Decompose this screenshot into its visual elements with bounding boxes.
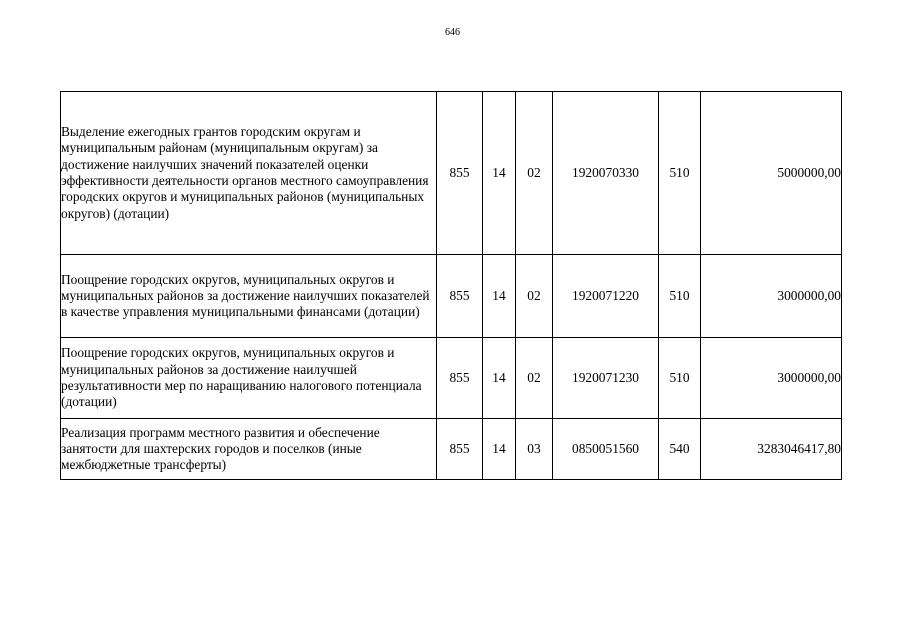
row-amount: 3000000,00	[701, 338, 842, 419]
row-description: Поощрение городских округов, муниципальных округов и муниципальных районов за достижение наилучшей результативности мер по наращиванию налогового потенциала (дотации)	[61, 338, 437, 419]
row-target-article: 1920071230	[553, 338, 659, 419]
row-description: Выделение ежегодных грантов городским округам и муниципальным районам (муниципальным округам) за достижение наилучших значений показателей оценки эффективности деятельности органов местного самоуправления городских округов и муниципальных районов (муниципальных округов) (дотации)	[61, 92, 437, 255]
row-amount: 3000000,00	[701, 255, 842, 338]
table-row	[61, 255, 842, 338]
row-expense-type: 510	[659, 92, 701, 255]
row-ministry-code: 855	[437, 419, 483, 480]
row-section-code: 14	[483, 338, 516, 419]
row-target-article: 0850051560	[553, 419, 659, 480]
row-subsection-code: 02	[516, 255, 553, 338]
row-expense-type: 510	[659, 338, 701, 419]
table-row	[61, 419, 842, 480]
row-section-code: 14	[483, 255, 516, 338]
row-amount: 5000000,00	[701, 92, 842, 255]
row-expense-type: 510	[659, 255, 701, 338]
row-target-article: 1920071220	[553, 255, 659, 338]
row-subsection-code: 02	[516, 338, 553, 419]
row-ministry-code: 855	[437, 92, 483, 255]
page-number: 646	[445, 27, 460, 38]
row-amount: 3283046417,80	[701, 419, 842, 480]
row-description: Поощрение городских округов, муниципальных округов и муниципальных районов за достижение наилучших показателей в качестве управления муниципальными финансами (дотации)	[61, 255, 437, 338]
row-expense-type: 540	[659, 419, 701, 480]
row-section-code: 14	[483, 419, 516, 480]
table-row	[61, 92, 842, 255]
row-ministry-code: 855	[437, 338, 483, 419]
budget-table	[60, 91, 842, 480]
row-section-code: 14	[483, 92, 516, 255]
row-subsection-code: 02	[516, 92, 553, 255]
row-ministry-code: 855	[437, 255, 483, 338]
table-row	[61, 338, 842, 419]
row-description: Реализация программ местного развития и обеспечение занятости для шахтерских городов и поселков (иные межбюджетные трансферты)	[61, 419, 437, 480]
row-subsection-code: 03	[516, 419, 553, 480]
row-target-article: 1920070330	[553, 92, 659, 255]
